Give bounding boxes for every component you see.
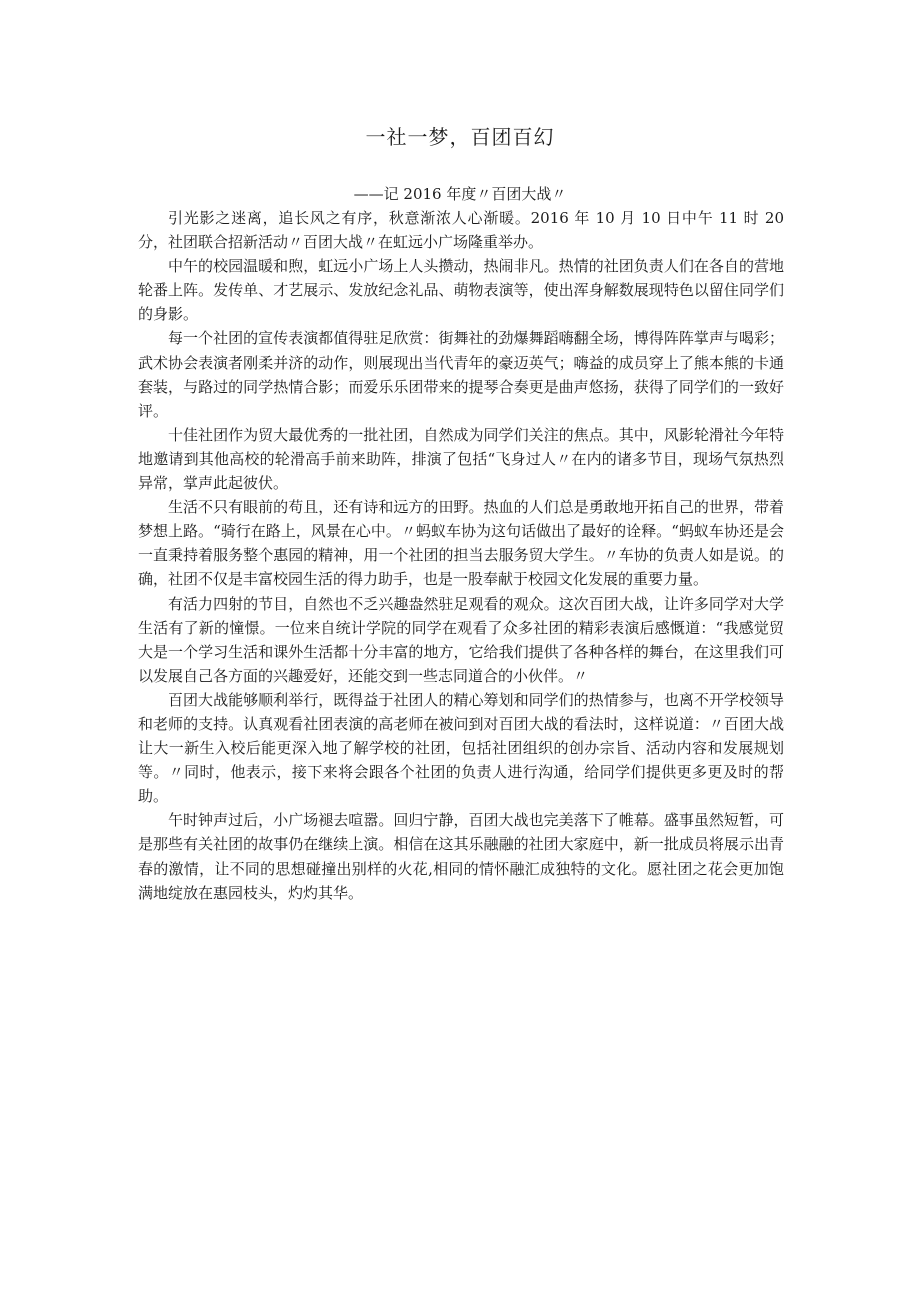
page-subtitle: ——记 2016 年度〃百团大战〃 xyxy=(353,185,567,203)
paragraph: 百团大战能够顺利举行，既得益于社团人的精心筹划和同学们的热情参与，也离不开学校领导和老师的支持。认真观看社团表演的高老师在被问到对百团大战的看法时，这样说道：〃百团大战让大一新生入校后能更深入地了解学校的社团，包括社团组织的创办宗旨、活动内容和发展规划等。〃同时，他表示，接下来将会跟各个社团的负责人进行沟通，给同学们提供更多更及时的帮助。 xyxy=(138,690,784,806)
page-title: 一社一梦，百团百幻 xyxy=(365,125,555,149)
paragraph: 生活不只有眼前的苟且，还有诗和远方的田野。热血的人们总是勇敢地开拓自己的世界，带着梦想上路。“骑行在路上，风景在心中。〃蚂蚁车协为这句话做出了最好的诠释。“蚂蚁车协还是会一直秉持着服务整个惠园的精神，用一个社团的担当去服务贸大学生。〃车协的负责人如是说。的确，社团不仅是丰富校园生活的得力助手，也是一股奉献于校园文化发展的重要力量。 xyxy=(138,498,784,589)
paragraph: 中午的校园温暖和煦，虹远小广场上人头攒动，热闹非凡。热情的社团负责人们在各自的营地轮番上阵。发传单、才艺展示、发放纪念礼品、萌物表演等，使出浑身解数展现特色以留住同学们的身影。 xyxy=(138,257,784,324)
article-body xyxy=(138,206,784,905)
paragraph: 引光影之迷离，追长风之有序，秋意渐浓人心渐暖。2016 年 10 月 10 日中午 11 时 20 分，社团联合招新活动〃百团大战〃在虹远小广场隆重举办。 xyxy=(138,209,784,252)
paragraph: 每一个社团的宣传表演都值得驻足欣赏：街舞社的劲爆舞蹈嗨翻全场，博得阵阵掌声与喝彩；武术协会表演者刚柔并济的动作，则展现出当代青年的豪迈英气；嗨益的成员穿上了熊本熊的卡通套装，与路过的同学热情合影；而爱乐乐团带来的提琴合奏更是曲声悠扬，获得了同学们的一致好评。 xyxy=(138,329,784,420)
paragraph: 午时钟声过后，小广场褪去喧嚣。回归宁静，百团大战也完美落下了帷幕。盛事虽然短暂，可是那些有关社团的故事仍在继续上演。相信在这其乐融融的社团大家庭中，新一批成员将展示出青春的激情，让不同的思想碰撞出别样的火花,相同的情怀融汇成独特的文化。愿社团之花会更加饱满地绽放在惠园枝头，灼灼其华。 xyxy=(138,811,784,902)
paragraph: 有活力四射的节目，自然也不乏兴趣盎然驻足观看的观众。这次百团大战，让许多同学对大学生活有了新的憧憬。一位来自统计学院的同学在观看了众多社团的精彩表演后感慨道：“我感觉贸大是一个学习生活和课外生活都十分丰富的地方，它给我们提供了各种各样的舞台，在这里我们可以发展自己各方面的兴趣爱好，还能交到一些志同道合的小伙伴。〃 xyxy=(138,594,784,685)
paragraph: 十佳社团作为贸大最优秀的一批社团，自然成为同学们关注的焦点。其中，风影轮滑社今年特地邀请到其他高校的轮滑高手前来助阵，排演了包括“飞身过人〃在内的诸多节目，现场气氛热烈异常，掌声此起彼伏。 xyxy=(138,425,784,493)
